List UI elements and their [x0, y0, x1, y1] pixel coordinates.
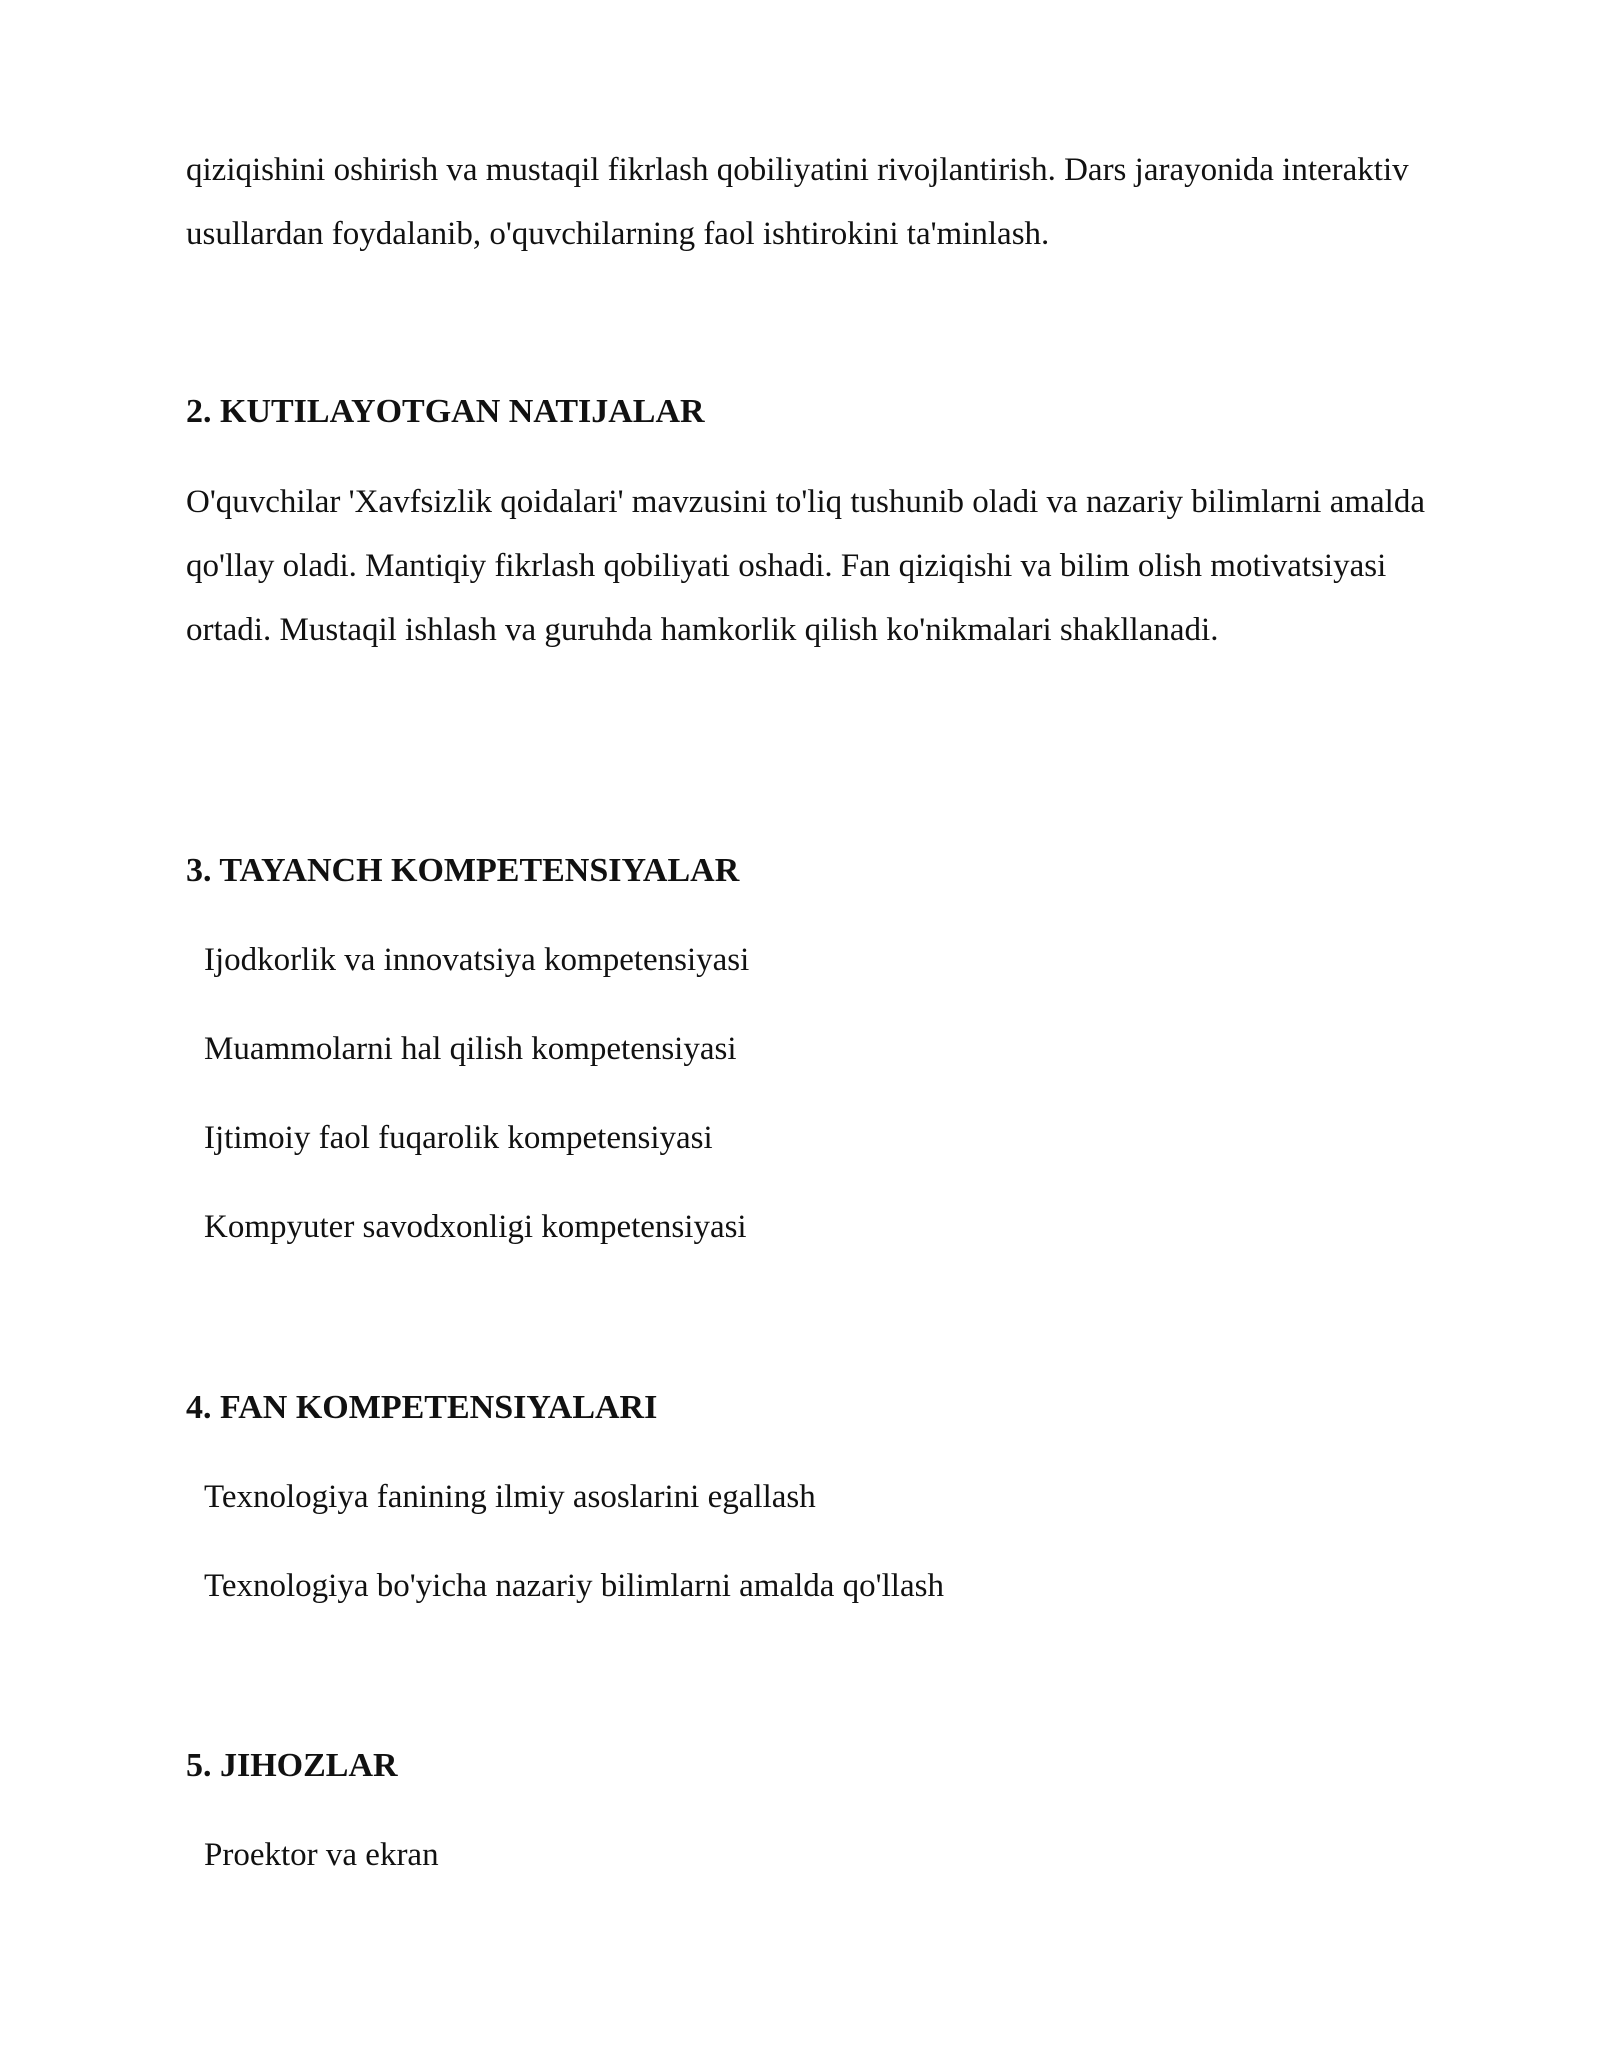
section-heading-fan: 4. FAN KOMPETENSIYALARI [186, 1389, 658, 1426]
list-item: Muammolarni hal qilish kompetensiyasi [204, 1031, 737, 1067]
section-heading-tayanch: 3. TAYANCH KOMPETENSIYALAR [186, 852, 740, 889]
list-item: Ijodkorlik va innovatsiya kompetensiyasi [204, 942, 750, 978]
list-item: Proektor va ekran [204, 1837, 439, 1873]
section-heading-natijalar: 2. KUTILAYOTGAN NATIJALAR [186, 393, 705, 430]
natijalar-paragraph: O'quvchilar 'Xavfsizlik qoidalari' mavzusini to'liq tushunib oladi va nazariy bilimlarni amalda qo'llay oladi. Mantiqiy fikrlash qobiliyati oshadi. Fan qiziqishi va bilim olish motivatsiyasi ortadi. Mustaqil ishlash va guruhda hamkorlik qilish ko'nikmalari shakllanadi. [186, 484, 1425, 648]
list-item: Kompyuter savodxonligi kompetensiyasi [204, 1209, 747, 1245]
list-item: Texnologiya fanining ilmiy asoslarini egallash [204, 1479, 816, 1515]
intro-paragraph: qiziqishini oshirish va mustaqil fikrlash qobiliyatini rivojlantirish. Dars jarayonida interaktiv usullardan foydalanib, o'quvchilarning faol ishtirokini ta'minlash. [186, 152, 1409, 252]
list-item: Ijtimoiy faol fuqarolik kompetensiyasi [204, 1120, 713, 1156]
list-item: Texnologiya bo'yicha nazariy bilimlarni amalda qo'llash [204, 1568, 944, 1604]
section-heading-jihozlar: 5. JIHOZLAR [186, 1747, 398, 1784]
